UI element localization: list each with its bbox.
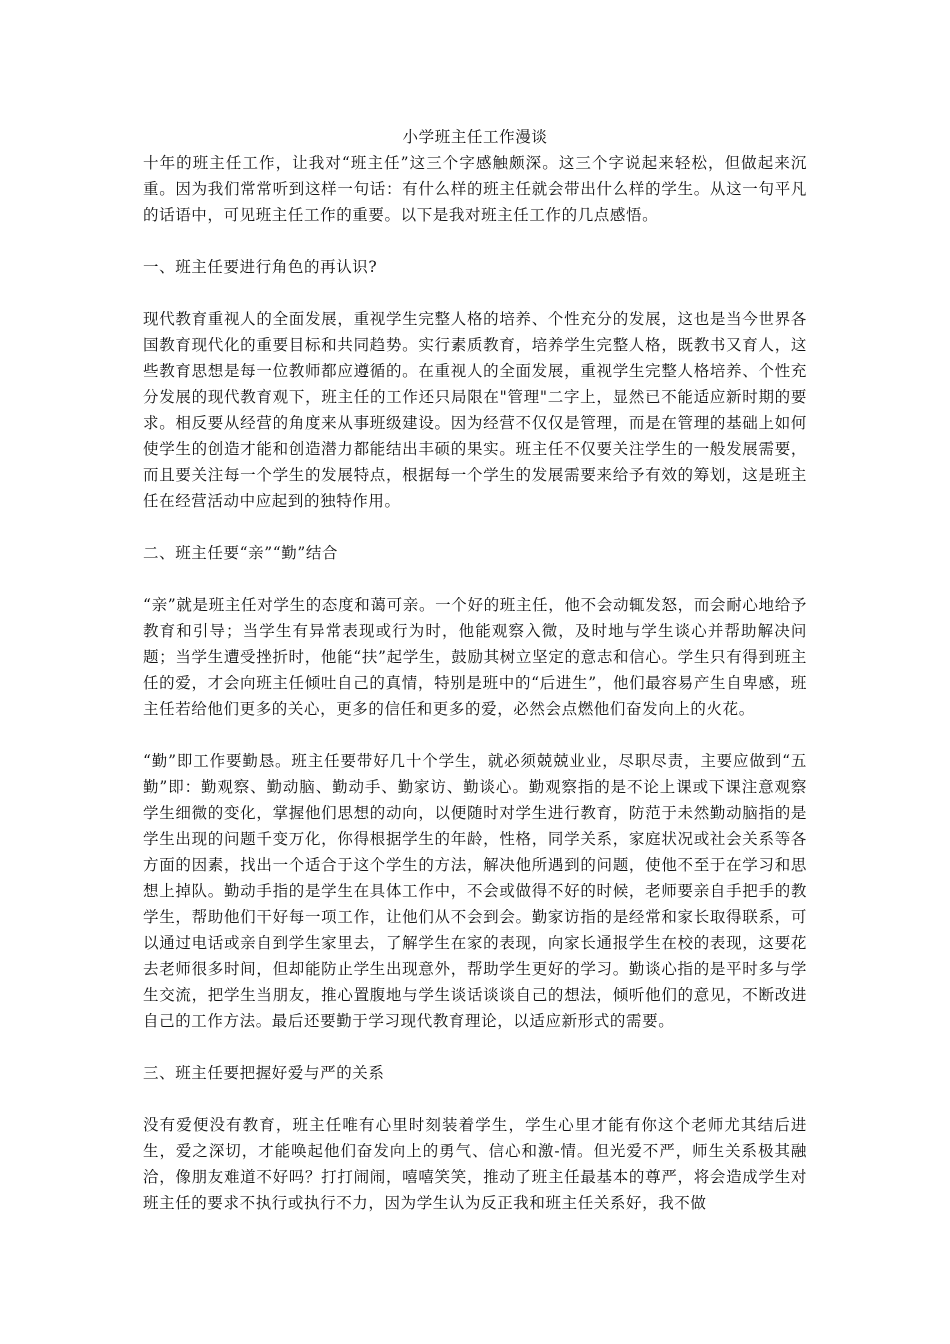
section-3-heading: 三、班主任要把握好爱与严的关系 bbox=[143, 1064, 385, 1082]
document-title: 小学班主任工作漫谈 bbox=[402, 128, 548, 146]
section-2-heading: 二、班主任要“亲”“勤”结合 bbox=[143, 544, 339, 562]
intro-paragraph: 十年的班主任工作，让我对“班主任”这三个字感触颇深。这三个字说起来轻松，但做起来沉重。因为我们常常听到这样一句话：有什么样的班主任就会带出什么样的学生。从这一句平凡的话语中，可见班主任工作的重要。以下是我对班主任工作的几点感悟。 bbox=[143, 154, 807, 224]
section-2-paragraph-2: “勤”即工作要勤恳。班主任要带好几十个学生，就必须兢兢业业，尽职尽责，主要应做到“五勤”即：勤观察、勤动脑、勤动手、勤家访、勤谈心。勤观察指的是不论上课或下课注意观察学生细微的变化，掌握他们思想的动向，以便随时对学生进行教育，防范于未然勤动脑指的是学生出现的问题千变万化，你得根据学生的年龄，性格，同学关系，家庭状况或社会关系等各方面的因素，找出一个适合于这个学生的方法，解决他所遇到的问题，使他不至于在学习和思想上掉队。勤动手指的是学生在具体工作中，不会或做得不好的时候，老师要亲自手把手的教学生，帮助他们干好每一项工作，让他们从不会到会。勤家访指的是经常和家长取得联系，可以通过电话或亲自到学生家里去，了解学生在家的表现，向家长通报学生在校的表现，这要花去老师很多时间，但却能防止学生出现意外，帮助学生更好的学习。勤谈心指的是平时多与学生交流，把学生当朋友，推心置腹地与学生谈话谈谈自己的想法，倾听他们的意见，不断改进自己的工作方法。最后还要勤于学习现代教育理论，以适应新形式的需要。 bbox=[143, 752, 807, 1030]
section-1-heading: 一、班主任要进行角色的再认识? bbox=[143, 258, 378, 276]
section-1-paragraph: 现代教育重视人的全面发展，重视学生完整人格的培养、个性充分的发展，这也是当今世界各国教育现代化的重要目标和共同趋势。实行素质教育，培养学生完整人格，既教书又育人，这些教育思想是每一位教师都应遵循的。在重视人的全面发展，重视学生完整人格培养、个性充分发展的现代教育观下，班主任的工作还只局限在"管理"二字上，显然已不能适应新时期的要求。相反要从经营的角度来从事班级建设。因为经营不仅仅是管理，而是在管理的基础上如何使学生的创造才能和创造潜力都能结出丰硕的果实。班主任不仅要关注学生的一般发展需要，而且要关注每一个学生的发展特点，根据每一个学生的发展需要来给予有效的筹划，这是班主任在经营活动中应起到的独特作用。 bbox=[143, 310, 807, 510]
section-2-paragraph-1: “亲”就是班主任对学生的态度和蔼可亲。一个好的班主任，他不会动辄发怒，而会耐心地给予教育和引导；当学生有异常表现或行为时，他能观察入微，及时地与学生谈心并帮助解决问题；当学生遭受挫折时，他能“扶”起学生，鼓励其树立坚定的意志和信心。学生只有得到班主任的爱，才会向班主任倾吐自己的真情，特别是班中的“后进生”，他们最容易产生自卑感，班主任若给他们更多的关心，更多的信任和更多的爱，必然会点燃他们奋发向上的火花。 bbox=[143, 596, 807, 718]
section-3-paragraph: 没有爱便没有教育，班主任唯有心里时刻装着学生，学生心里才能有你这个老师尤其结后进生，爱之深切，才能唤起他们奋发向上的勇气、信心和激-情。但光爱不严，师生关系极其融洽，像朋友难道不好吗？打打闹闹，嘻嘻笑笑，推动了班主任最基本的尊严，将会造成学生对班主任的要求不执行或执行不力，因为学生认为反正我和班主任关系好，我不做 bbox=[143, 1116, 807, 1212]
document-page bbox=[143, 124, 807, 1242]
